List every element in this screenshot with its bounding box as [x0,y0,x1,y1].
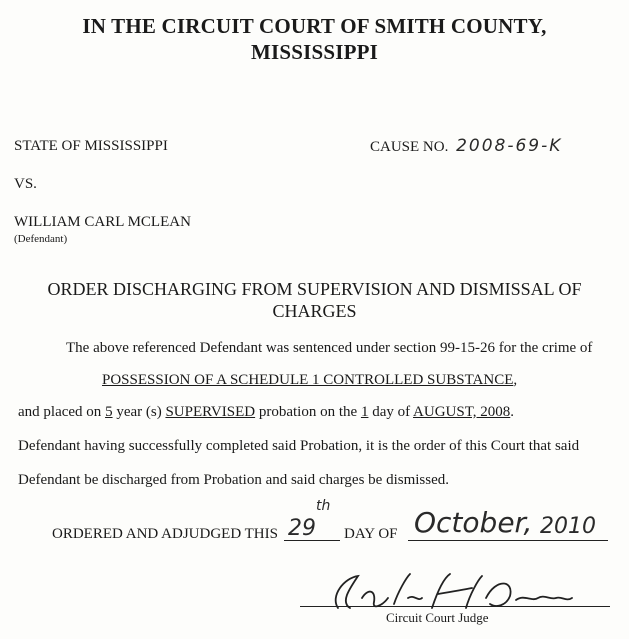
probation-text-3: probation on the [258,404,358,420]
adjudged-month: October, [414,506,533,539]
defendant-name: WILLIAM CARL MCLEAN [14,214,191,230]
cause-number: 2008-69-K [456,136,563,156]
crime-tail: , [513,372,518,388]
plaintiff: STATE OF MISSISSIPPI [14,138,168,154]
probation-text-4: day of [372,404,411,420]
cause-label: CAUSE NO. [370,139,449,155]
probation-line [18,404,514,421]
order-title-line2: CHARGES [272,301,357,321]
month-underline [408,540,608,541]
adjudged-day: 29 [288,516,316,541]
versus: VS. [14,176,37,192]
crime-line [102,372,517,389]
body-sentence-4: Defendant be discharged from Probation and said charges be dismissed. [18,472,450,488]
order-title-line1: ORDER DISCHARGING FROM SUPERVISION AND DISMISSAL OF [47,279,582,299]
defendant-role: (Defendant) [14,233,68,245]
court-heading-line1: IN THE CIRCUIT COURT OF SMITH COUNTY, [82,14,547,38]
body-sentence-1: The above referenced Defendant was sentenced under section 99-15-26 for the crime of [66,340,593,356]
court-heading-line2: MISSISSIPPI [250,40,379,64]
adjudged-prefix: ORDERED AND ADJUDGED THIS [52,526,278,542]
probation-text-5: . [510,404,515,420]
probation-text-2: year (s) [116,404,162,420]
judge-signature [310,568,610,614]
probation-years: 5 [105,404,113,420]
adjudged-day-suffix: th [316,498,331,514]
supervision-type: SUPERVISED [165,404,256,420]
crime-description: POSSESSION OF A SCHEDULE 1 CONTROLLED SUBSTANCE [102,372,514,388]
signature-line [300,606,610,607]
adjudged-year: 2010 [540,514,596,539]
probation-month-year: AUGUST, 2008 [413,404,511,420]
body-sentence-3: Defendant having successfully completed said Probation, it is the order of this Court that said [18,438,580,454]
judge-title: Circuit Court Judge [386,610,489,625]
adjudged-mid: DAY OF [344,526,398,542]
probation-text-1: and placed on [18,404,102,420]
probation-day: 1 [360,404,369,420]
cause-number-block [370,136,562,156]
